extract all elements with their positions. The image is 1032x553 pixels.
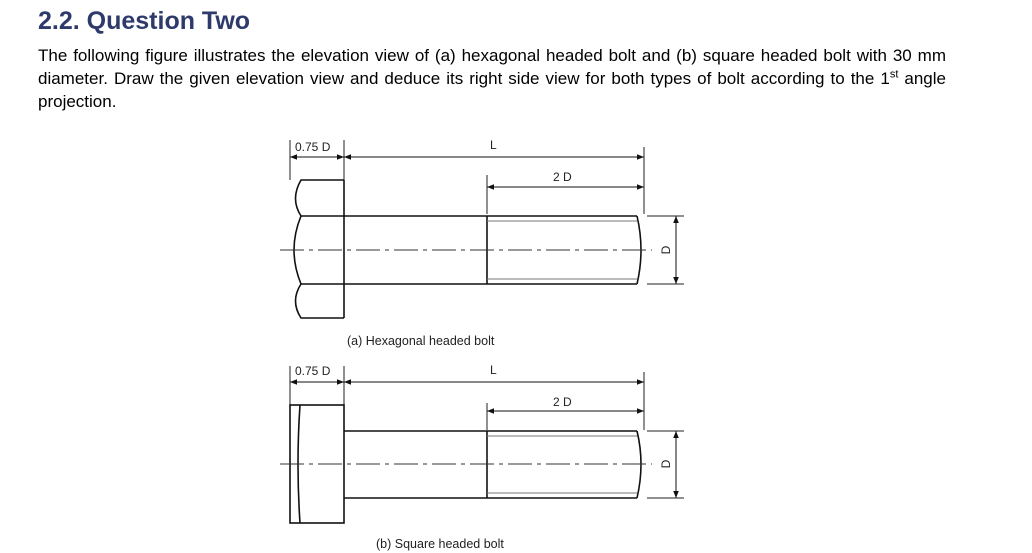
- caption-a: (a) Hexagonal headed bolt: [347, 334, 495, 348]
- head-dim-label-a: 0.75 D: [295, 140, 331, 154]
- dimension-lines-b: [290, 382, 676, 498]
- question-text-part1: The following figure illustrates the elevation view of (a) hexagonal headed bolt and (b) square headed bolt with 30 mm diameter. Draw the given elevation view and deduce its right side view for both types of bolt according to the 1: [38, 46, 946, 88]
- diameter-dim-label-b: D: [659, 459, 673, 469]
- question-heading: 2.2. Question Two: [38, 7, 251, 35]
- head-dim-label-b: 0.75 D: [295, 364, 331, 378]
- hex-head: [294, 180, 344, 318]
- caption-b: (b) Square headed bolt: [376, 537, 504, 551]
- square-bolt-drawing: [280, 363, 684, 551]
- thread-dim-label-a: 2 D: [553, 170, 572, 184]
- hexagonal-bolt-drawing: [280, 138, 684, 348]
- thread-dim-label-b: 2 D: [553, 395, 572, 409]
- length-dim-label-b: L: [490, 363, 497, 377]
- length-dim-label-a: L: [490, 138, 497, 152]
- question-text-part2: angle projection.: [38, 69, 946, 111]
- ordinal-superscript: st: [889, 68, 899, 81]
- diameter-dim-label-a: D: [659, 245, 673, 255]
